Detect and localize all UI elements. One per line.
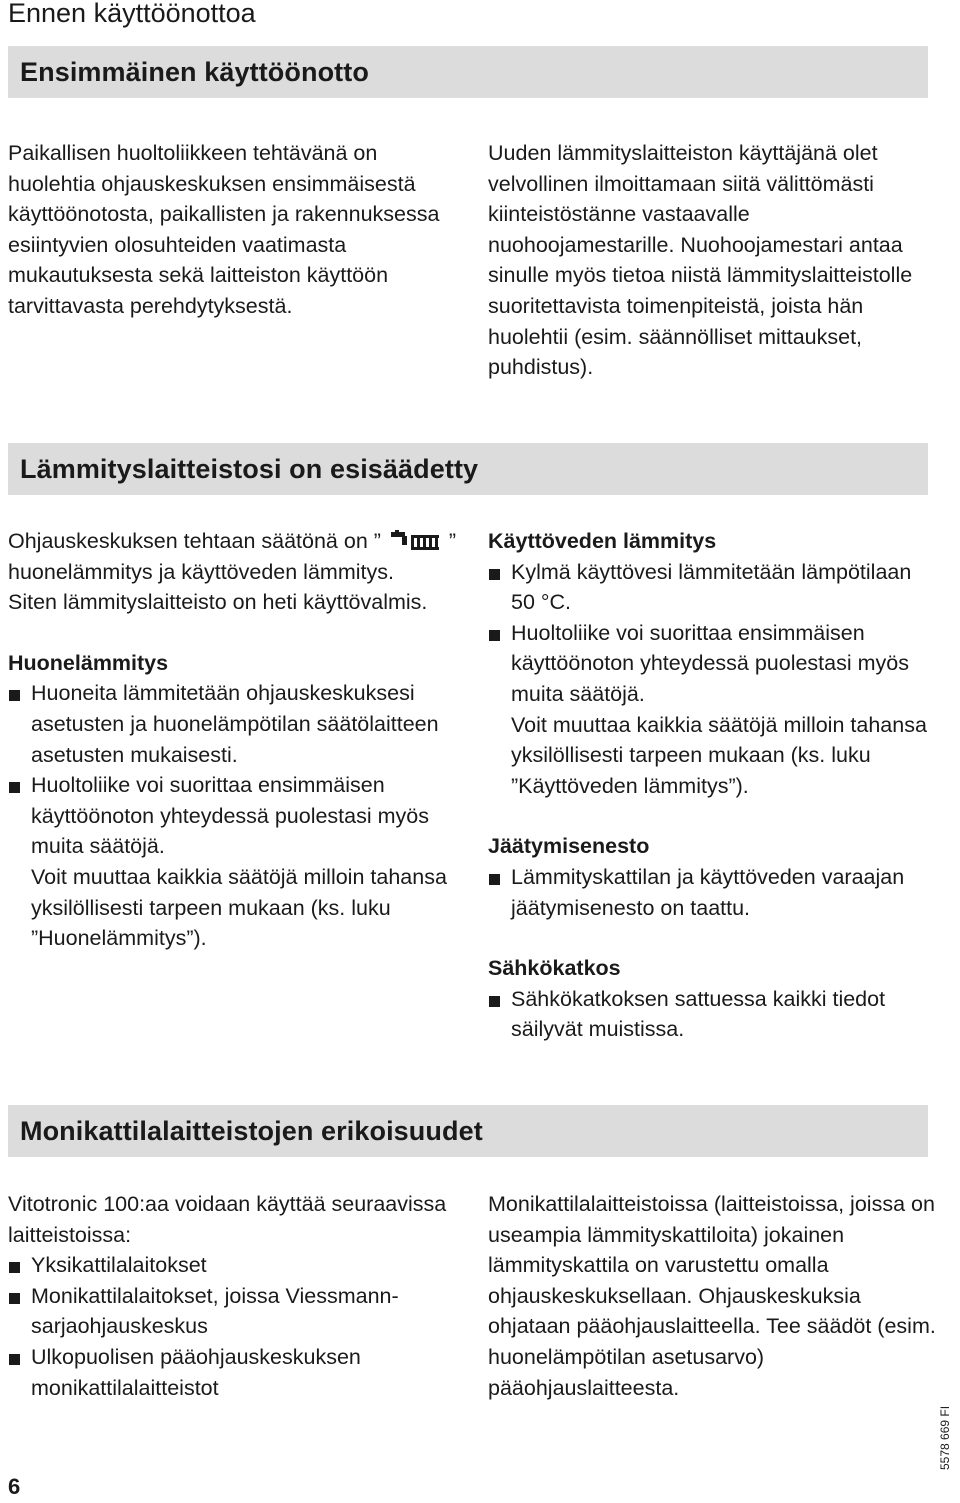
list-item: Lämmityskattilan ja käyttöveden varaajan jäätymisenesto on taattu. (488, 862, 938, 923)
page-number: 6 (8, 1474, 21, 1499)
power-cut-title: Sähkökatkos (488, 956, 621, 981)
ready-to-use-paragraph: Siten lämmityslaitteisto on heti käyttövalmis. (8, 590, 428, 615)
multi-boiler-paragraph: Monikattilalaitteistoissa (laitteistoissa, joissa on useampia lämmityskattiloita) jokainen lämmityskattila on varustettu omalla ohjauskeskuksellaan. Ohjauskeskuksia ohjataan pääohjauslaitteella. Tee säädöt (esim. huonelämpötilan asetusarvo) pääohjauslaitteesta. (488, 1192, 936, 1400)
page-title: Ennen käyttöönottoa (8, 0, 256, 28)
list-item: Yksikattilalaitokset (8, 1250, 460, 1281)
dhw-heating-title: Käyttöveden lämmitys (488, 529, 717, 553)
list-item-continuation: Voit muuttaa kaikkia säätöjä milloin tahansa yksilöllisesti tarpeen mukaan (ks. luku ”Käyttöveden lämmitys”). (511, 712, 927, 798)
list-item-continuation: Voit muuttaa kaikkia säätöjä milloin tahansa yksilöllisesti tarpeen mukaan (ks. luku ”Huonelämmitys”). (31, 864, 447, 951)
frost-protection-list (488, 862, 938, 923)
list-item: Huoltoliike voi suorittaa ensimmäisen käyttöönoton yhteydessä puolestasi myös muita säätöjä. Voit muuttaa kaikkia säätöjä milloin tahansa yksilöllisesti tarpeen mukaan (ks. luku ”Käyttöveden lämmitys”). (488, 618, 938, 802)
multi-boiler-left-column (8, 1189, 460, 1403)
room-heating-title: Huonelämmitys (8, 650, 169, 675)
list-item: Huoltoliike voi suorittaa ensimmäisen käyttöönoton yhteydessä puolestasi myös muita säätöjä. Voit muuttaa kaikkia säätöjä milloin tahansa yksilöllisesti tarpeen mukaan (ks. luku ”Huonelämmitys”). (8, 770, 460, 954)
multi-boiler-intro: Vitotronic 100:aa voidaan käyttää seuraavissa laitteistoissa: (8, 1192, 447, 1247)
list-item: Monikattilalaitokset, joissa Viessmann-sarjaohjauskeskus (8, 1281, 460, 1342)
dhw-heating-list (488, 557, 938, 802)
tap-and-radiator-icon (389, 530, 441, 552)
preset-left-column (8, 526, 460, 954)
list-item: Huoneita lämmitetään ohjauskeskuksesi asetusten ja huonelämpötilan säätölaitteen asetusten mukaisesti. (8, 678, 460, 770)
factory-setting-text-post: ” huonelämmitys ja käyttöveden lämmitys. (8, 529, 457, 584)
section-title: Monikattilalaitteistojen erikoisuudet (20, 1115, 483, 1146)
section-header-multi-boiler (8, 1105, 928, 1157)
factory-setting-paragraph (8, 526, 460, 587)
list-item: Sähkökatkoksen sattuessa kaikki tiedot säilyvät muistissa. (488, 984, 938, 1045)
chimney-sweep-paragraph: Uuden lämmityslaitteiston käyttäjänä olet velvollinen ilmoittamaan siitä välittömästi kiinteistöstänne vastaavalle nuohoojamestarille. Nuohoojamestari antaa sinulle myös tietoa niistä lämmityslaitteistolle suoritettavista toimenpiteistä, joista hän huolehtii (esim. säännölliset mittaukset, puhdistus). (488, 141, 913, 380)
first-startup-paragraph: Paikallisen huoltoliikkeen tehtävänä on huolehtia ohjauskeskuksen ensimmäisestä käyttöönotosta, paikallisten ja rakennuksessa esiintyvien olosuhteiden vaatimasta mukautuksesta sekä laitteiston käyttöön tarvittavasta perehdytyksestä. (8, 141, 440, 318)
section-title: Ensimmäinen käyttöönotto (20, 56, 369, 87)
document-code: 5578 669 FI (938, 1405, 952, 1470)
preset-right-column (488, 526, 938, 1045)
first-startup-right-column (488, 138, 938, 383)
factory-setting-text-pre: Ohjauskeskuksen tehtaan säätönä on ” (8, 529, 381, 553)
room-heating-list (8, 678, 460, 953)
section-title: Lämmityslaitteistosi on esisäädetty (20, 453, 479, 484)
list-item: Kylmä käyttövesi lämmitetään lämpötilaan 50 °C. (488, 557, 938, 618)
first-startup-left-column (8, 138, 460, 322)
list-item: Ulkopuolisen pääohjauskeskuksen monikattilalaitteistot (8, 1342, 460, 1403)
installation-types-list (8, 1250, 460, 1403)
power-cut-list (488, 984, 938, 1045)
multi-boiler-right-column (488, 1189, 938, 1403)
frost-protection-title: Jäätymisenesto (488, 834, 650, 859)
section-header-preset (8, 443, 928, 495)
section-header-first-startup (8, 46, 928, 98)
